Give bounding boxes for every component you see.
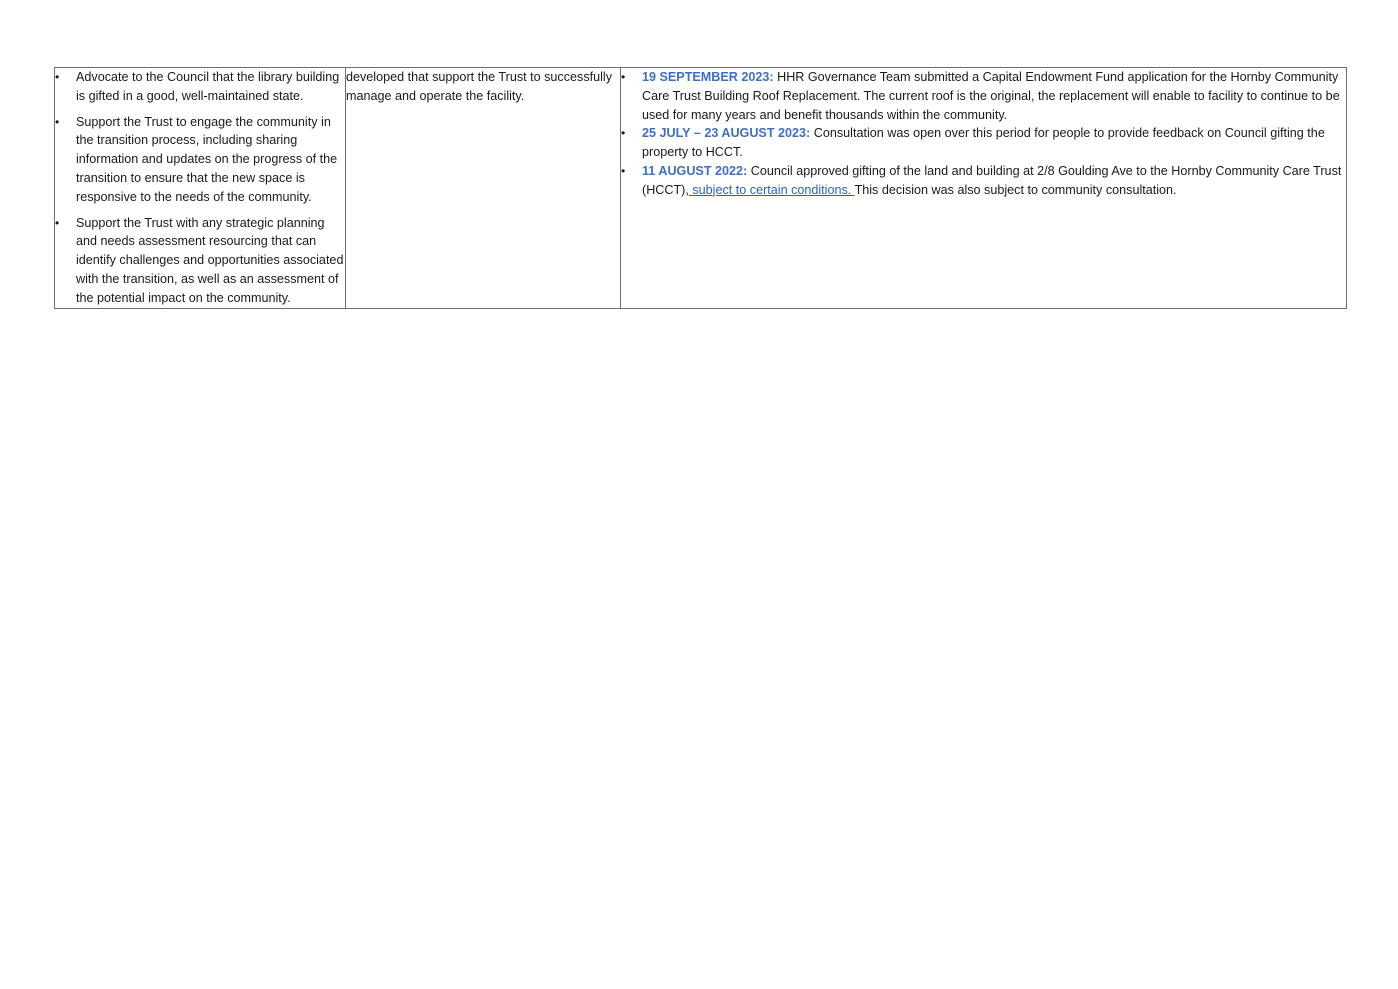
actions-cell <box>55 68 346 309</box>
list-item-text: Support the Trust to engage the community in the transition process, including sharing information and updates on the progress of the transition to ensure that the new space is responsive to the needs of the community. <box>76 114 338 204</box>
date-label: 25 JULY – 23 AUGUST 2023: <box>642 126 811 141</box>
list-item <box>621 124 1346 162</box>
list-item <box>55 113 345 207</box>
bullet-icon: • <box>621 70 626 84</box>
list-item-text: HHR Governance Team submitted a Capital Endowment Fund application for the Hornby Community Care Trust Building Roof Replacement. The current roof is the original, the replacement will enable to facility to continue to be used for many years and benefit thousands within the community. <box>642 70 1340 122</box>
outcomes-text: developed that support the Trust to successfully manage and operate the facility. <box>346 70 613 103</box>
conditions-link[interactable]: subject to certain conditions. <box>688 182 855 197</box>
list-item-text: Advocate to the Council that the library building is gifted in a good, well-maintained state. <box>76 70 340 103</box>
list-item-text: Consultation was open over this period for people to provide feedback on Council gifting the property to HCCT. <box>642 126 1325 160</box>
info-table <box>54 67 1347 309</box>
list-item <box>621 162 1346 200</box>
date-label: 11 AUGUST 2022: <box>642 163 748 178</box>
progress-cell <box>621 68 1347 309</box>
list-item <box>55 214 345 308</box>
list-item-text-after: This decision was also subject to community consultation. <box>854 182 1177 197</box>
list-item-text: Support the Trust with any strategic planning and needs assessment resourcing that can identify challenges and opportunities associated with the transition, as well as an assessment of the potential impact on the community. <box>76 215 344 305</box>
outcomes-cell <box>346 68 621 309</box>
bullet-icon: • <box>55 70 60 84</box>
bullet-icon: • <box>621 126 626 141</box>
bullet-icon: • <box>55 114 60 129</box>
bullet-icon: • <box>621 163 626 178</box>
list-item <box>621 68 1346 124</box>
bullet-icon: • <box>55 215 60 230</box>
progress-list <box>621 68 1346 200</box>
date-label: 19 SEPTEMBER 2023: <box>642 70 774 84</box>
table-row <box>55 68 1347 309</box>
list-item <box>55 68 345 106</box>
list-item-text: Council approved gifting of the land and building at 2/8 Goulding Ave to the Hornby Community Care Trust (HCCT), <box>642 163 1342 197</box>
actions-list <box>55 68 345 308</box>
